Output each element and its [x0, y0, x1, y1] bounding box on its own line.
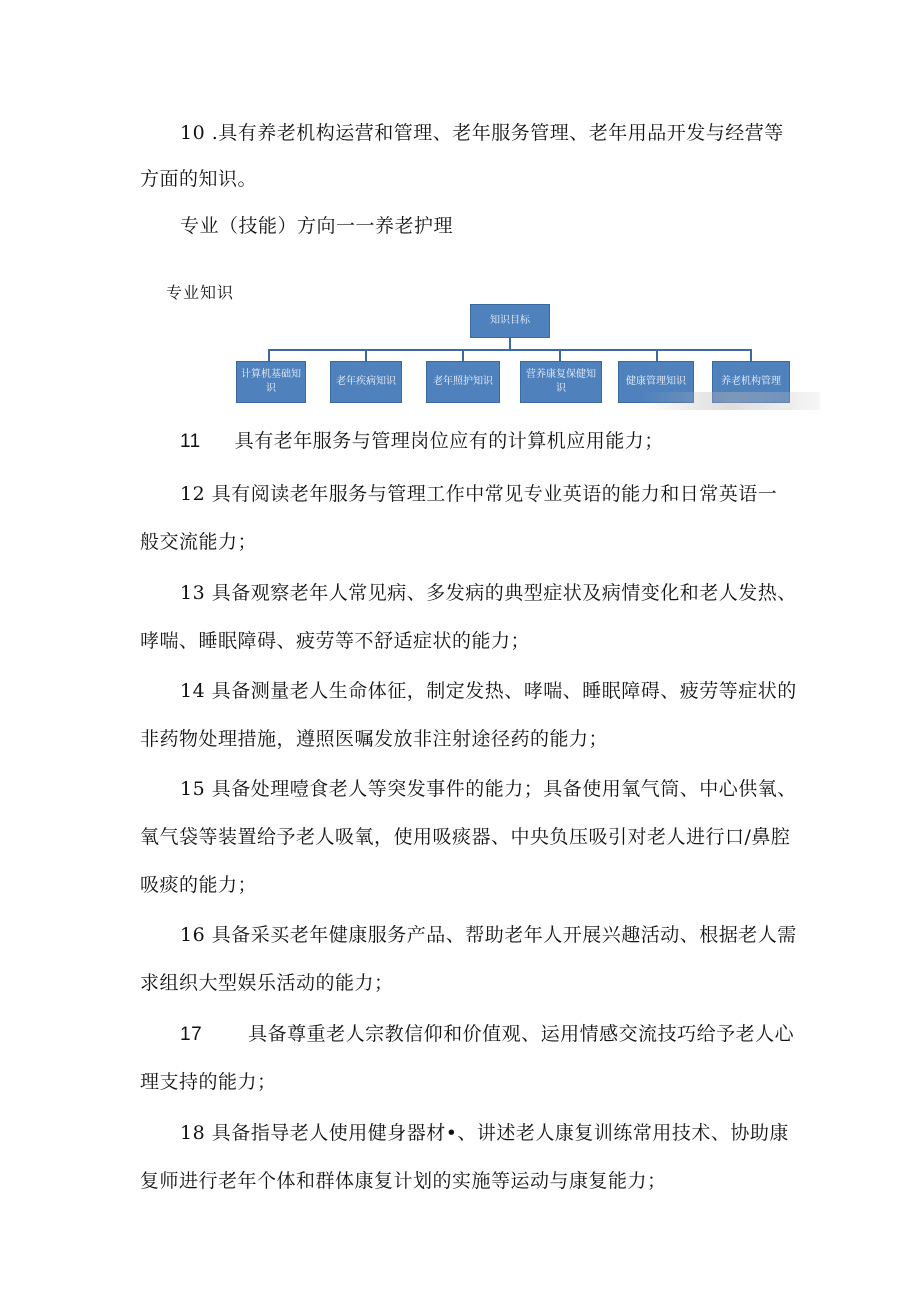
paragraph-15-line-3: 吸痰的能力； — [140, 874, 258, 896]
image-blur-overlay — [640, 392, 820, 410]
paragraph-16-line-1: 16 具备采买老年健康服务产品、帮助老年人开展兴趣活动、根据老人需 — [180, 924, 797, 946]
chart-node-care-label: 老年照护知识 — [433, 376, 493, 387]
paragraph-17-number: 17 — [180, 1024, 203, 1045]
paragraph-17 — [180, 1021, 794, 1048]
chart-node-care — [426, 361, 500, 403]
paragraph-14-line-1: 14 具备测量老人生命体征，制定发热、哮喘、睡眠障碍、疲劳等症状的 — [180, 680, 797, 702]
chart-node-health-label: 健康管理知识 — [626, 376, 686, 387]
chart-node-nutrition — [520, 361, 602, 403]
paragraph-17-line-2: 理支持的能力； — [140, 1071, 277, 1093]
chart-connector-3 — [462, 349, 464, 361]
paragraph-15-line-1: 15 具备处理噎食老人等突发事件的能力；具备使用氧气筒、中心供氧、 — [180, 778, 797, 800]
chart-node-disease — [330, 361, 402, 403]
paragraph-11 — [180, 428, 664, 455]
paragraph-16-line-2: 求组织大型娱乐活动的能力； — [140, 972, 394, 994]
paragraph-17-text: 具备尊重老人宗教信仰和价值观、运用情感交流技巧给予老人心 — [248, 1023, 795, 1045]
paragraph-10-line-2: 方面的知识。 — [140, 168, 258, 190]
paragraph-13-line-1: 13 具备观察老年人常见病、多发病的典型症状及病情变化和老人发热、 — [180, 582, 797, 604]
chart-root-label: 知识目标 — [490, 315, 530, 326]
chart-horizontal-connector — [268, 349, 750, 351]
paragraph-11-text: 具有老年服务与管理岗位应有的计算机应用能力； — [234, 430, 664, 452]
paragraph-18-line-2: 复师进行老年个体和群体康复计划的实施等运动与康复能力； — [140, 1170, 667, 1192]
paragraph-18-line-1: 18 具备指导老人使用健身器材•、讲述老人康复训练常用技术、协助康 — [180, 1122, 789, 1144]
paragraph-15-line-2: 氧气袋等装置给予老人吸氧，使用吸痰器、中央负压吸引对老人进行口/鼻腔 — [140, 826, 791, 848]
chart-connector-1 — [268, 349, 270, 361]
chart-root-node — [470, 304, 550, 338]
chart-connector-5 — [656, 349, 658, 361]
chart-node-institution-label: 养老机构管理 — [721, 376, 781, 387]
chart-connector-6 — [750, 349, 752, 361]
chart-connector-4 — [559, 349, 561, 361]
chart-node-computer-label: 计算机基础知识 — [241, 369, 301, 394]
paragraph-12-line-1: 12 具有阅读老年服务与管理工作中常见专业英语的能力和日常英语一 — [180, 483, 778, 505]
paragraph-11-number: 11 — [180, 431, 201, 452]
paragraph-13-line-2: 哮喘、睡眠障碍、疲劳等不舒适症状的能力； — [140, 630, 531, 652]
paragraph-12-line-2: 般交流能力； — [140, 531, 258, 553]
chart-connector-2 — [365, 349, 367, 361]
chart-node-nutrition-label: 营养康复保健知识 — [526, 369, 596, 394]
direction-heading: 专业（技能）方向一一养老护理 — [180, 215, 454, 237]
section-label: 专业知识 — [166, 283, 235, 302]
paragraph-10-line-1: 10 .具有养老机构运营和管理、老年服务管理、老年用品开发与经营等 — [180, 122, 784, 144]
chart-node-disease-label: 老年疾病知识 — [336, 376, 396, 387]
paragraph-14-line-2: 非药物处理措施，遵照医嘱发放非注射途径药的能力； — [140, 728, 609, 750]
chart-node-computer — [236, 361, 306, 403]
